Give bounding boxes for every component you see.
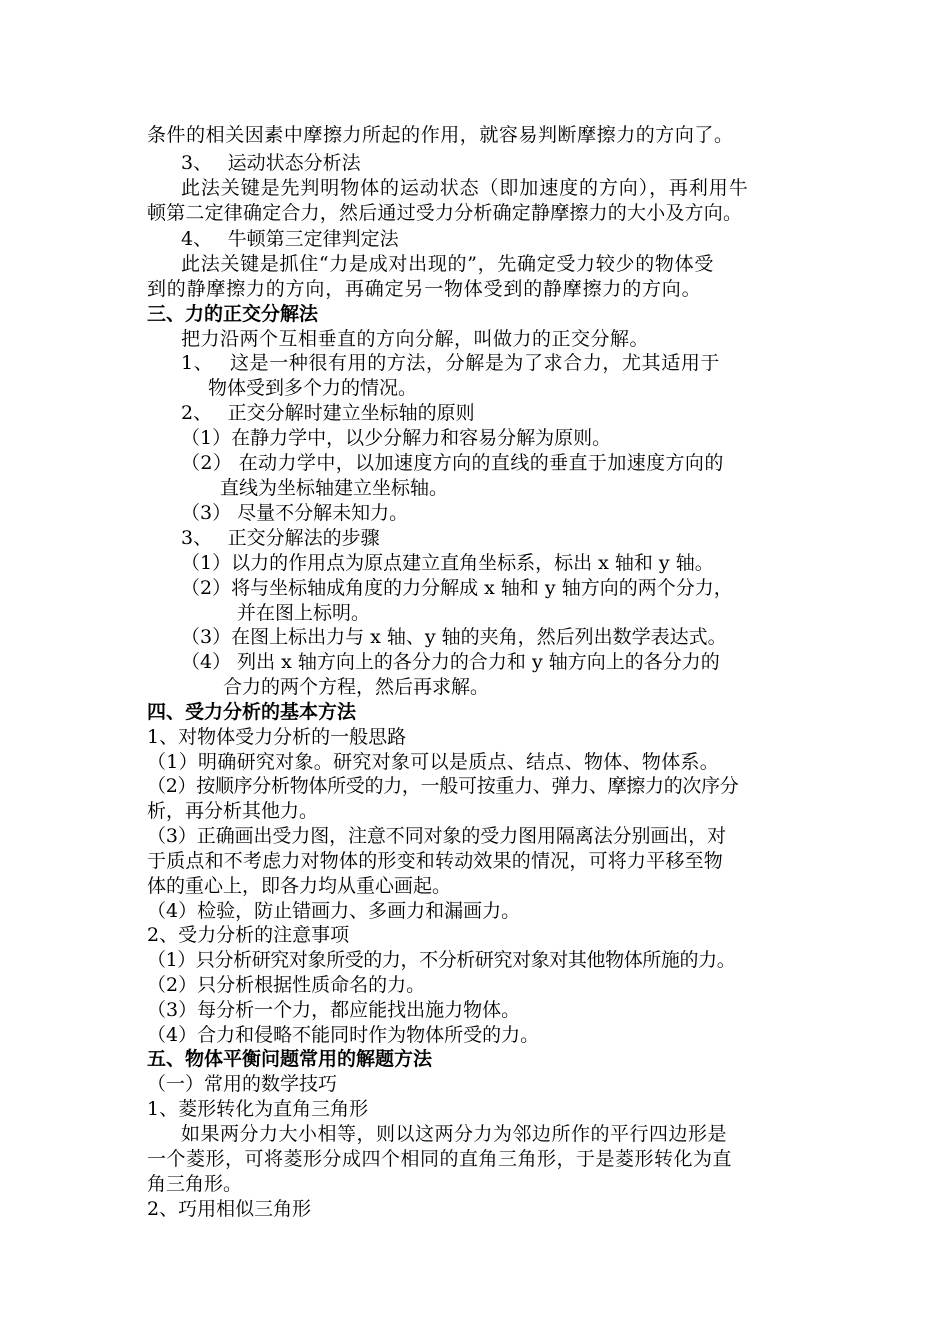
- text-line: 2、 正交分解时建立坐标轴的原则: [181, 402, 475, 424]
- text-line: 顿第二定律确定合力，然后通过受力分析确定静摩擦力的大小及方向。: [147, 202, 743, 224]
- text-line: 直线为坐标轴建立坐标轴。: [220, 477, 449, 499]
- text-line: 3、 正交分解法的步骤: [181, 527, 380, 549]
- text-line: 合力的两个方程，然后再求解。: [223, 676, 490, 698]
- text-line: （2） 在动力学中，以加速度方向的直线的垂直于加速度方向的: [181, 452, 724, 474]
- text-line: 1、菱形转化为直角三角形: [147, 1098, 369, 1120]
- text-line: 析，再分析其他力。: [147, 800, 319, 822]
- section-heading: 四、受力分析的基本方法: [147, 701, 357, 723]
- text-line: 角三角形。: [147, 1173, 243, 1195]
- text-line: （2）按顺序分析物体所受的力，一般可按重力、弹力、摩擦力的次序分: [147, 775, 739, 797]
- text-line: （1）明确研究对象。研究对象可以是质点、结点、物体、物体系。: [147, 751, 720, 773]
- text-line: （4） 列出 x 轴方向上的各分力的合力和 y 轴方向上的各分力的: [181, 651, 720, 673]
- text-line: 到的静摩擦力的方向，再确定另一物体受到的静摩擦力的方向。: [147, 278, 702, 300]
- text-line: （2）将与坐标轴成角度的力分解成 x 轴和 y 轴方向的两个分力，: [181, 577, 733, 599]
- text-line: 此法关键是先判明物体的运动状态（即加速度的方向），再利用牛: [181, 177, 749, 199]
- text-line: 1、 这是一种很有用的方法，分解是为了求合力，尤其适用于: [181, 352, 721, 374]
- text-line: 一个菱形，可将菱形分成四个相同的直角三角形，于是菱形转化为直: [147, 1148, 733, 1170]
- text-line: （一）常用的数学技巧: [147, 1073, 338, 1095]
- text-line: （3）在图上标出力与 x 轴、y 轴的夹角，然后列出数学表达式。: [181, 626, 727, 648]
- text-line: 把力沿两个互相垂直的方向分解，叫做力的正交分解。: [181, 328, 650, 350]
- text-line: 1、对物体受力分析的一般思路: [147, 726, 407, 748]
- section-heading: 五、物体平衡问题常用的解题方法: [147, 1048, 433, 1070]
- text-line: （3） 尽量不分解未知力。: [181, 502, 409, 524]
- text-line: （1）只分析研究对象所受的力，不分析研究对象对其他物体所施的力。: [147, 949, 736, 971]
- text-line: 2、受力分析的注意事项: [147, 924, 350, 946]
- text-line: （4）检验，防止错画力、多画力和漏画力。: [147, 900, 521, 922]
- text-line: 4、 牛顿第三定律判定法: [181, 228, 399, 250]
- text-line: 条件的相关因素中摩擦力所起的作用，就容易判断摩擦力的方向了。: [147, 124, 734, 146]
- text-line: 体的重心上，即各力均从重心画起。: [147, 875, 452, 897]
- text-line: 3、 运动状态分析法: [181, 152, 361, 174]
- text-line: 物体受到多个力的情况。: [208, 377, 418, 399]
- text-line: （4）合力和侵略不能同时作为物体所受的力。: [147, 1024, 540, 1046]
- text-line: 于质点和不考虑力对物体的形变和转动效果的情况，可将力平移至物: [147, 850, 724, 872]
- text-line: （1）以力的作用点为原点建立直角坐标系，标出 x 轴和 y 轴。: [181, 552, 714, 574]
- text-line: 并在图上标明。: [237, 602, 371, 624]
- text-line: （3）正确画出受力图，注意不同对象的受力图用隔离法分别画出，对: [147, 825, 726, 847]
- text-line: （2）只分析根据性质命名的力。: [147, 974, 426, 996]
- text-line: 此法关键是抓住“力是成对出现的”，先确定受力较少的物体受: [181, 253, 715, 275]
- text-line: （3）每分析一个力，都应能找出施力物体。: [147, 999, 521, 1021]
- section-heading: 三、力的正交分解法: [147, 303, 319, 325]
- text-line: 2、巧用相似三角形: [147, 1198, 312, 1220]
- text-line: 如果两分力大小相等，则以这两分力为邻边所作的平行四边形是: [181, 1123, 728, 1145]
- text-line: （1）在静力学中，以少分解力和容易分解为原则。: [181, 427, 612, 449]
